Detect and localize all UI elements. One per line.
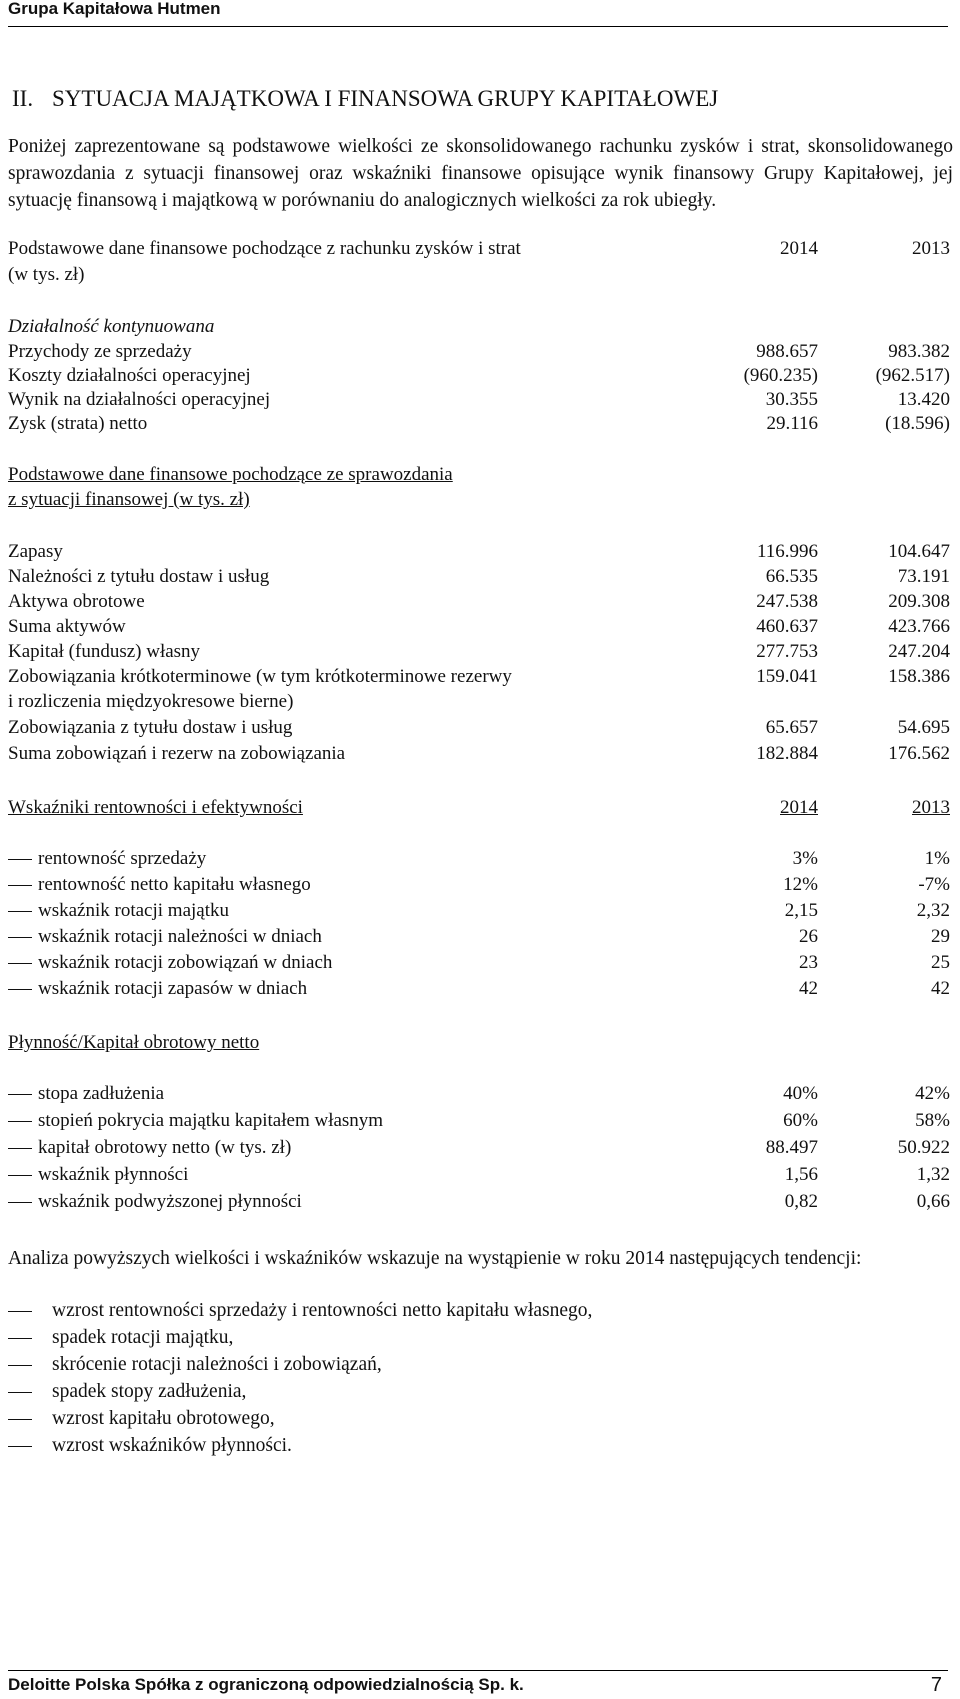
table-row-continuation xyxy=(8,689,950,715)
indicator-label: wskaźnik rotacji należności w dniach xyxy=(38,926,322,947)
list-item xyxy=(8,1406,908,1432)
income-heading: Podstawowe dane finansowe pochodzące z rachunku zysków i strat xyxy=(8,238,521,259)
row-value-2013: 104.647 xyxy=(888,541,950,562)
indicator-label: rentowność netto kapitału własnego xyxy=(38,874,311,895)
row-value-2013: 13.420 xyxy=(897,389,950,410)
dash-bullet-icon xyxy=(8,937,32,938)
section-title xyxy=(12,86,718,112)
indicator-label: wskaźnik rotacji zobowiązań w dniach xyxy=(38,952,333,973)
indicator-row xyxy=(8,872,950,898)
table-row xyxy=(8,639,950,665)
row-label: Aktywa obrotowe xyxy=(8,591,145,612)
indicator-value-2014: 12% xyxy=(783,874,818,895)
indicator-value-2014: 0,82 xyxy=(784,1191,818,1212)
list-item xyxy=(8,1352,908,1378)
table-row xyxy=(8,387,950,413)
footer-company: Deloitte Polska Spółka z ograniczoną odpowiedzialnością Sp. k. xyxy=(8,1675,524,1694)
row-value-2014: 159.041 xyxy=(756,666,818,687)
row-value-2013: 158.386 xyxy=(888,666,950,687)
row-label: Zobowiązania krótkoterminowe (w tym krótkoterminowe rezerwy xyxy=(8,666,512,687)
row-value-2014: 277.753 xyxy=(756,641,818,662)
indicator-row xyxy=(8,1189,950,1215)
list-item-text: skrócenie rotacji należności i zobowiązań, xyxy=(52,1354,382,1375)
liquidity-heading-row xyxy=(8,1030,950,1056)
indicator-row xyxy=(8,1162,950,1188)
dash-bullet-icon xyxy=(8,1175,32,1176)
list-item xyxy=(8,1433,908,1459)
indicator-label: stopień pokrycia majątku kapitałem własnym xyxy=(38,1110,384,1131)
indicator-value-2013: 29 xyxy=(931,926,950,947)
indicator-row xyxy=(8,950,950,976)
list-item-text: spadek rotacji majątku, xyxy=(52,1327,234,1348)
row-value-2014: 182.884 xyxy=(756,743,818,764)
table-row xyxy=(8,363,950,389)
section-title-text: SYTUACJA MAJĄTKOWA I FINANSOWA GRUPY KAPITAŁOWEJ xyxy=(52,86,719,111)
indicator-value-2013: 50.922 xyxy=(897,1137,950,1158)
row-label: Przychody ze sprzedaży xyxy=(8,341,192,362)
row-label: Koszty działalności operacyjnej xyxy=(8,365,251,386)
table-row xyxy=(8,664,950,690)
row-label-continuation: i rozliczenia międzyokresowe bierne) xyxy=(8,691,294,712)
dash-bullet-icon xyxy=(8,1338,32,1339)
row-label: Zysk (strata) netto xyxy=(8,413,148,434)
liquidity-heading: Płynność/Kapitał obrotowy netto xyxy=(8,1032,260,1053)
indicator-value-2014: 42 xyxy=(799,978,818,999)
row-label: Kapitał (fundusz) własny xyxy=(8,641,201,662)
indicator-value-2013: 58% xyxy=(915,1110,950,1131)
indicator-value-2014: 26 xyxy=(799,926,818,947)
list-item-text: wzrost rentowności sprzedaży i rentowności netto kapitału własnego, xyxy=(52,1300,593,1321)
indicator-label: stopa zadłużenia xyxy=(38,1083,165,1104)
dash-bullet-icon xyxy=(8,911,32,912)
list-item xyxy=(8,1325,908,1351)
indicator-row xyxy=(8,898,950,924)
row-value-2014: 30.355 xyxy=(765,389,818,410)
row-value-2013: 423.766 xyxy=(888,616,950,637)
dash-bullet-icon xyxy=(8,1392,32,1393)
row-value-2013: 209.308 xyxy=(888,591,950,612)
indicator-value-2014: 23 xyxy=(799,952,818,973)
dash-bullet-icon xyxy=(8,1365,32,1366)
list-item-text: spadek stopy zadłużenia, xyxy=(52,1381,247,1402)
row-label: Suma zobowiązań i rezerw na zobowiązania xyxy=(8,743,346,764)
indicator-value-2013: -7% xyxy=(918,874,950,895)
row-value-2013: 73.191 xyxy=(897,566,950,587)
indicator-label: wskaźnik płynności xyxy=(38,1164,189,1185)
row-value-2014: 460.637 xyxy=(756,616,818,637)
indicator-value-2013: 0,66 xyxy=(916,1191,950,1212)
row-value-2013: 54.695 xyxy=(897,717,950,738)
indicator-row xyxy=(8,1081,950,1107)
indicator-value-2013: 25 xyxy=(931,952,950,973)
dash-bullet-icon xyxy=(8,1202,32,1203)
list-item xyxy=(8,1298,908,1324)
indicator-value-2013: 1% xyxy=(924,848,950,869)
indicator-label: rentowność sprzedaży xyxy=(38,848,207,869)
row-label: Należności z tytułu dostaw i usług xyxy=(8,566,270,587)
table-row xyxy=(8,741,950,767)
indicator-row xyxy=(8,1135,950,1161)
balance-heading-row-2 xyxy=(8,487,950,513)
indicator-value-2014: 1,56 xyxy=(784,1164,818,1185)
indicator-label: kapitał obrotowy netto (w tys. zł) xyxy=(38,1137,292,1158)
indicator-label: wskaźnik rotacji zapasów w dniach xyxy=(38,978,308,999)
dash-bullet-icon xyxy=(8,989,32,990)
dash-bullet-icon xyxy=(8,1311,32,1312)
dash-bullet-icon xyxy=(8,1419,32,1420)
table-row xyxy=(8,339,950,365)
section-number: II. xyxy=(12,86,34,111)
row-value-2014: (960.235) xyxy=(743,365,818,386)
indicator-label: wskaźnik rotacji majątku xyxy=(38,900,229,921)
row-value-2014: 247.538 xyxy=(756,591,818,612)
dash-bullet-icon xyxy=(8,1094,32,1095)
income-subheading: Działalność kontynuowana xyxy=(8,316,215,337)
indicator-label: wskaźnik podwyższonej płynności xyxy=(38,1191,302,1212)
dash-bullet-icon xyxy=(8,859,32,860)
indicator-value-2014: 3% xyxy=(792,848,818,869)
income-heading-unit: (w tys. zł) xyxy=(8,264,85,285)
indicator-value-2014: 60% xyxy=(783,1110,818,1131)
balance-heading-unit: z sytuacji finansowej (w tys. zł) xyxy=(8,489,250,510)
dash-bullet-icon xyxy=(8,1148,32,1149)
list-item-text: wzrost wskaźników płynności. xyxy=(52,1435,292,1456)
indicator-row xyxy=(8,1108,950,1134)
dash-bullet-icon xyxy=(8,1121,32,1122)
row-value-2014: 65.657 xyxy=(765,717,818,738)
dash-bullet-icon xyxy=(8,885,32,886)
balance-heading-row xyxy=(8,462,950,488)
table-row xyxy=(8,614,950,640)
row-label: Suma aktywów xyxy=(8,616,126,637)
row-value-2013: 247.204 xyxy=(888,641,950,662)
list-item xyxy=(8,1379,908,1405)
income-year-2014: 2014 xyxy=(780,238,818,259)
income-heading-row xyxy=(8,236,950,262)
table-row xyxy=(8,539,950,565)
indicator-row xyxy=(8,924,950,950)
profitability-heading: Wskaźniki rentowności i efektywności xyxy=(8,797,303,818)
indicator-value-2014: 2,15 xyxy=(784,900,818,921)
profitability-year-2014: 2014 xyxy=(780,797,818,818)
row-value-2013: (18.596) xyxy=(885,413,950,434)
row-label: Zobowiązania z tytułu dostaw i usług xyxy=(8,717,293,738)
row-value-2013: 176.562 xyxy=(888,743,950,764)
table-row xyxy=(8,564,950,590)
income-heading-row-2 xyxy=(8,262,950,288)
row-label: Wynik na działalności operacyjnej xyxy=(8,389,271,410)
page-footer xyxy=(8,1670,948,1697)
intro-paragraph: Poniżej zaprezentowane są podstawowe wielkości ze skonsolidowanego rachunku zysków i strat, skonsolidowanego sprawozdania z sytuacji finansowej oraz wskaźniki finansowe opisujące wynik finansowy Grupy Kapitałowej, jej sytuację finansową i majątkową w porównaniu do analogicznych wielkości za rok ubiegły. xyxy=(8,136,953,211)
indicator-value-2013: 42% xyxy=(915,1083,950,1104)
indicator-value-2013: 42 xyxy=(931,978,950,999)
income-year-2013: 2013 xyxy=(912,238,950,259)
indicator-value-2014: 40% xyxy=(783,1083,818,1104)
row-value-2013: 983.382 xyxy=(888,341,950,362)
profitability-heading-row xyxy=(8,795,950,821)
header-company: Grupa Kapitałowa Hutmen xyxy=(8,0,221,18)
row-value-2014: 66.535 xyxy=(765,566,818,587)
page-number: 7 xyxy=(930,1674,942,1696)
row-value-2014: 29.116 xyxy=(766,413,818,434)
indicator-row xyxy=(8,846,950,872)
indicator-value-2013: 2,32 xyxy=(916,900,950,921)
conclusion-paragraph: Analiza powyższych wielkości i wskaźników wskazuje na wystąpienie w roku 2014 następujących tendencji: xyxy=(8,1248,862,1269)
table-row xyxy=(8,589,950,615)
profitability-year-2013: 2013 xyxy=(912,797,950,818)
balance-heading: Podstawowe dane finansowe pochodzące ze sprawozdania xyxy=(8,464,453,485)
list-item-text: wzrost kapitału obrotowego, xyxy=(52,1408,275,1429)
dash-bullet-icon xyxy=(8,1446,32,1447)
row-value-2014: 988.657 xyxy=(756,341,818,362)
table-row xyxy=(8,411,950,437)
indicator-value-2013: 1,32 xyxy=(916,1164,950,1185)
row-value-2014: 116.996 xyxy=(756,541,818,562)
dash-bullet-icon xyxy=(8,963,32,964)
page-header xyxy=(8,0,948,27)
table-row xyxy=(8,715,950,741)
row-label: Zapasy xyxy=(8,541,63,562)
income-subheading-row xyxy=(8,314,950,340)
indicator-row xyxy=(8,976,950,1002)
row-value-2013: (962.517) xyxy=(875,365,950,386)
indicator-value-2014: 88.497 xyxy=(765,1137,818,1158)
